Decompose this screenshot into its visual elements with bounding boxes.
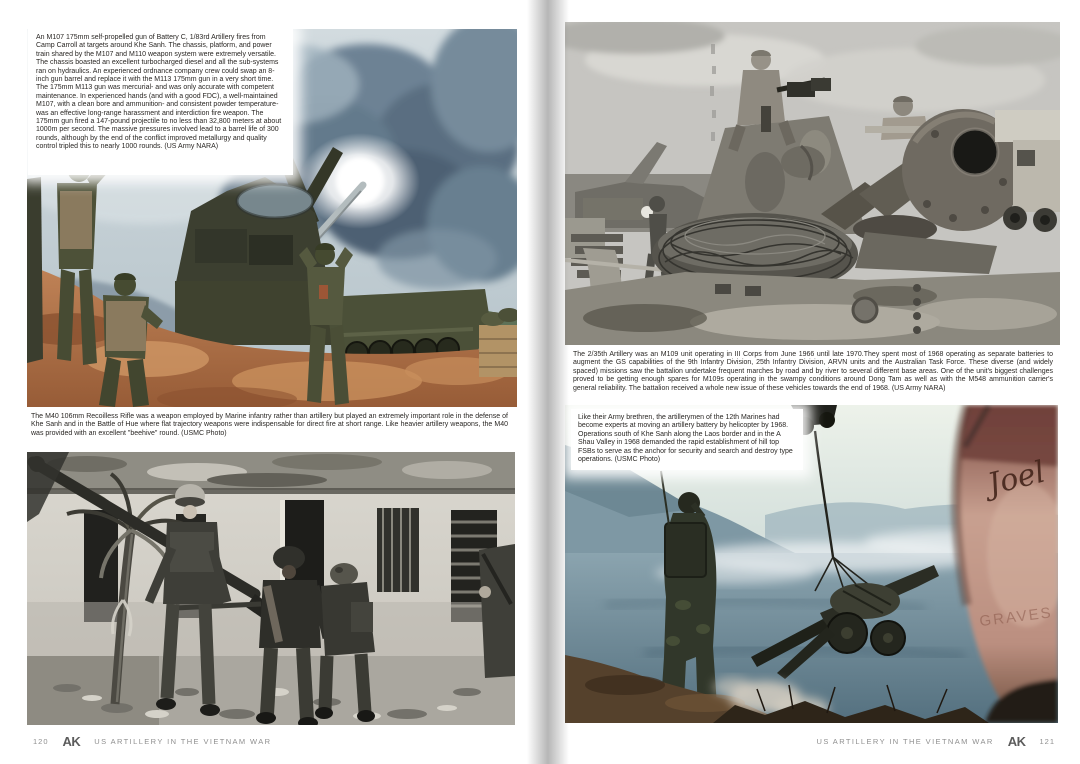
running-title-right: US ARTILLERY IN THE VIETNAM WAR bbox=[816, 736, 994, 746]
caption-m109-text: The 2/35th Artillery was an M109 unit operating in III Corps from June 1966 until late 1970.They spent most of 1968 operating as separate batteries to augment the GS capabilities of the 9th Infantry Division, 25th Infantry Division, ARVN units and the Australian Task Force. These diverse (and widely spaced) missions saw the battalion undertake frequent marches by road and by river to several different base areas. One of the unit's biggest challenges proved to be getting enough spares for M109s operating in the swampy conditions around Dong Tam as well as with the M548 ammunition carrier's general reliability. The battalion received a whole new issue of these vehicles towards the end of 1968. (US Army NARA) bbox=[573, 351, 1053, 392]
page-number-left: 120 bbox=[33, 736, 49, 746]
photo-m40-recoilless-rifle bbox=[27, 452, 515, 725]
ak-logo-left: AK bbox=[62, 733, 81, 749]
page-gutter-shadow bbox=[527, 0, 569, 764]
caption-m109 bbox=[573, 351, 1053, 393]
caption-helicopter-text: Like their Army brethren, the artillerymen of the 12th Marines had become experts at moving an artillery battery by helicopter by 1968. Operations south of Khe Sanh along the Laos border and in the A Shau Valley in 1968 demanded the rapid establishment of hill top FSBs to serve as the anchor for security and search and destroy type operations. (USMC Photo) bbox=[578, 414, 793, 464]
footer-right bbox=[803, 734, 1055, 748]
helmet-graffiti-joel: Joel bbox=[984, 454, 1049, 503]
caption-m40-text: The M40 106mm Recoilless Rifle was a weapon employed by Marine infantry rather than artillery but played an extremely important role in the defense of Khe Sanh and in the Battle of Hue where flat trajectory weapons were indispensable for direct fire at short range. Like heavier artillery weapons, the M40 was provided with an excellent "beehive" round. (USMC Photo) bbox=[31, 413, 508, 437]
caption-helicopter bbox=[571, 409, 803, 470]
ak-logo-right: AK bbox=[1007, 733, 1026, 749]
footer-left bbox=[33, 734, 285, 748]
caption-m107-text: An M107 175mm self-propelled gun of Battery C, 1/83rd Artillery fires from Camp Carroll at targets around Khe Sanh. The chassis, platform, and power train shared by the M107 and M110 weapon system were extremely versatile. The chassis boasted an excellent turbocharged diesel and all the sub-systems ran on hydraulics. An experienced ordnance company crew could swap an 8-inch gun barrel and replace it with the M113 175mm gun in a very short time. The 175mm M113 gun was mercurial- and was only accurate with competent maintenance. In experienced hands (and with a good FDC), a well-maintained M107, with a clean bore and ammunition- and consistent powder temperature- was an effective long-range harassment and interdiction fire weapon. The 175mm gun fired a 147-pound projectile to no less than 32,800 meters at about 1000m per second. The massive pressures involved lead to a barrel life of 300 rounds, although by the end of the conflict improved metallurgy and quality control tripled this to nearly 1000 rounds. (US Army NARA) bbox=[36, 34, 282, 151]
helmet-graffiti-faded: GRAVES bbox=[978, 604, 1054, 631]
caption-m107 bbox=[28, 29, 293, 175]
caption-m40 bbox=[31, 413, 508, 438]
photo-m109-muzzle-brake bbox=[565, 22, 1060, 345]
photo-m40-illustration bbox=[27, 452, 515, 725]
page-number-right: 121 bbox=[1039, 736, 1055, 746]
running-title-left: US ARTILLERY IN THE VIETNAM WAR bbox=[94, 736, 272, 746]
photo-m109-illustration bbox=[565, 22, 1060, 345]
